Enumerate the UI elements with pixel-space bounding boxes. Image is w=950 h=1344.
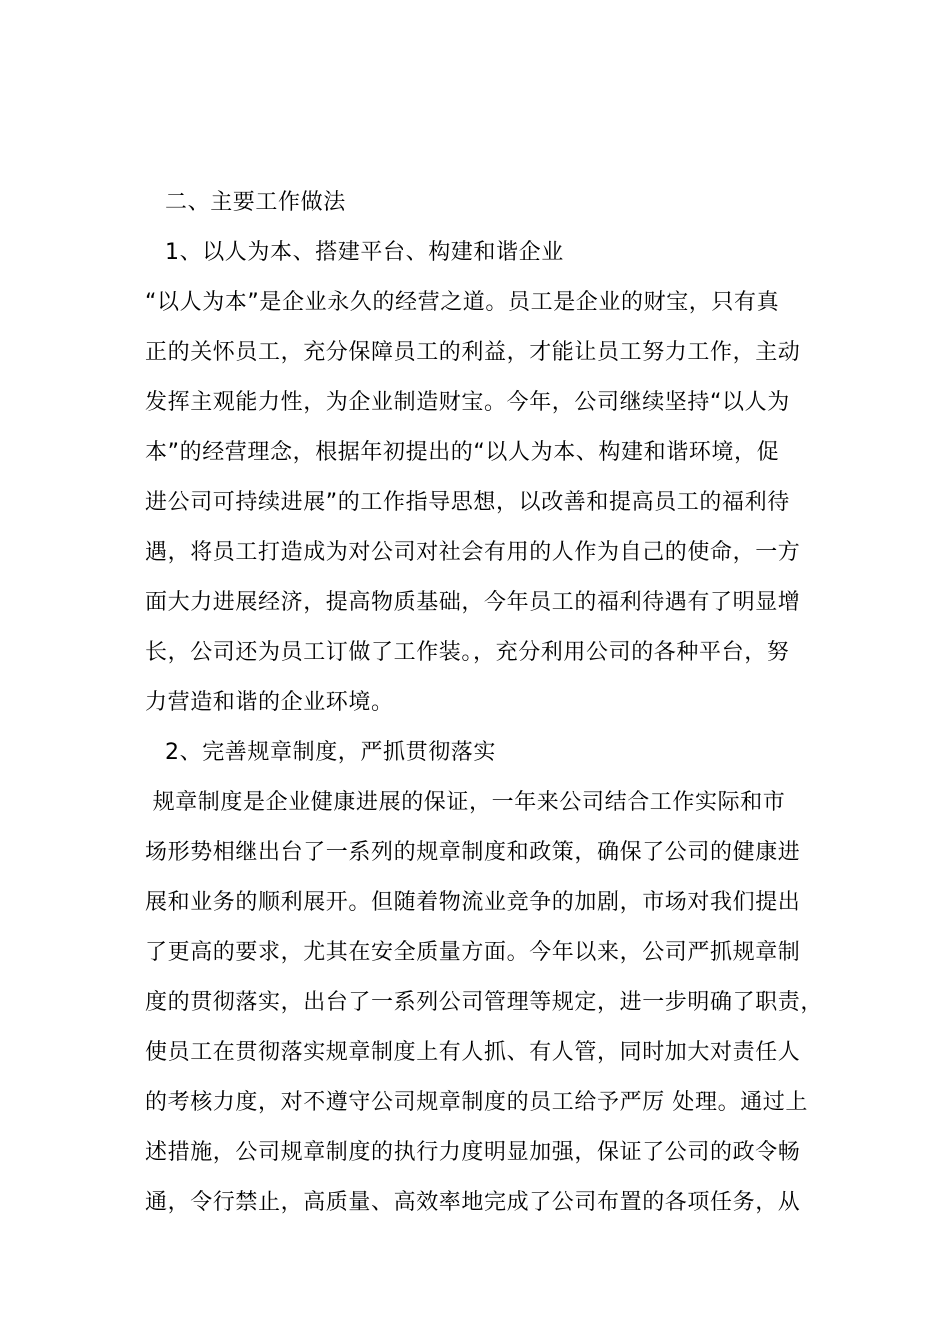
paragraph-line: 展和业务的顺利展开。但随着物流业竞争的加剧，市场对我们提出 xyxy=(145,890,801,915)
paragraph-line: 的考核力度，对不遵守公司规章制度的员工给予严厉 处理。通过上 xyxy=(145,1090,808,1115)
paragraph-line: 力营造和谐的企业环境。 xyxy=(145,690,394,715)
subsection-2-heading: 2、完善规章制度，严抓贯彻落实 xyxy=(165,740,496,765)
subsection-1-heading: 1、以人为本、搭建平台、构建和谐企业 xyxy=(165,240,564,265)
paragraph-line: 长，公司还为员工订做了工作装。，充分利用公司的各种平台，努 xyxy=(145,640,790,665)
paragraph-line: 面大力进展经济，提高物质基础，今年员工的福利待遇有了明显增 xyxy=(145,590,801,615)
paragraph-line: 规章制度是企业健康进展的保证，一年来公司结合工作实际和市 xyxy=(145,790,786,815)
paragraph-line: 发挥主观能力性，为企业制造财宝。今年，公司继续坚持“以人为 xyxy=(145,390,790,415)
paragraph-line: 场形势相继出台了一系列的规章制度和政策，确保了公司的健康进 xyxy=(145,840,801,865)
paragraph-line: “以人为本”是企业永久的经营之道。员工是企业的财宝，只有真 xyxy=(145,290,780,315)
paragraph-line: 了更高的要求，尤其在安全质量方面。今年以来，公司严抓规章制 xyxy=(145,940,801,965)
section-heading: 二、主要工作做法 xyxy=(165,190,346,215)
paragraph-line: 度的贯彻落实，出台了一系列公司管理等规定，进一步明确了职责， xyxy=(145,990,824,1015)
document-body xyxy=(145,178,824,1228)
paragraph-line: 使员工在贯彻落实规章制度上有人抓、有人管，同时加大对责任人 xyxy=(145,1040,801,1065)
paragraph-line: 本”的经营理念，根据年初提出的“以人为本、构建和谐环境，促 xyxy=(145,440,780,465)
paragraph-line: 遇，将员工打造成为对公司对社会有用的人作为自己的使命，一方 xyxy=(145,540,801,565)
paragraph-line: 述措施，公司规章制度的执行力度明显加强，保证了公司的政令畅 xyxy=(145,1140,801,1165)
paragraph-line: 正的关怀员工，充分保障员工的利益，才能让员工努力工作，主动 xyxy=(145,340,801,365)
paragraph-line: 通，令行禁止，高质量、高效率地完成了公司布置的各项任务，从 xyxy=(145,1190,801,1215)
paragraph-line: 进公司可持续进展”的工作指导思想，以改善和提高员工的福利待 xyxy=(145,490,790,515)
